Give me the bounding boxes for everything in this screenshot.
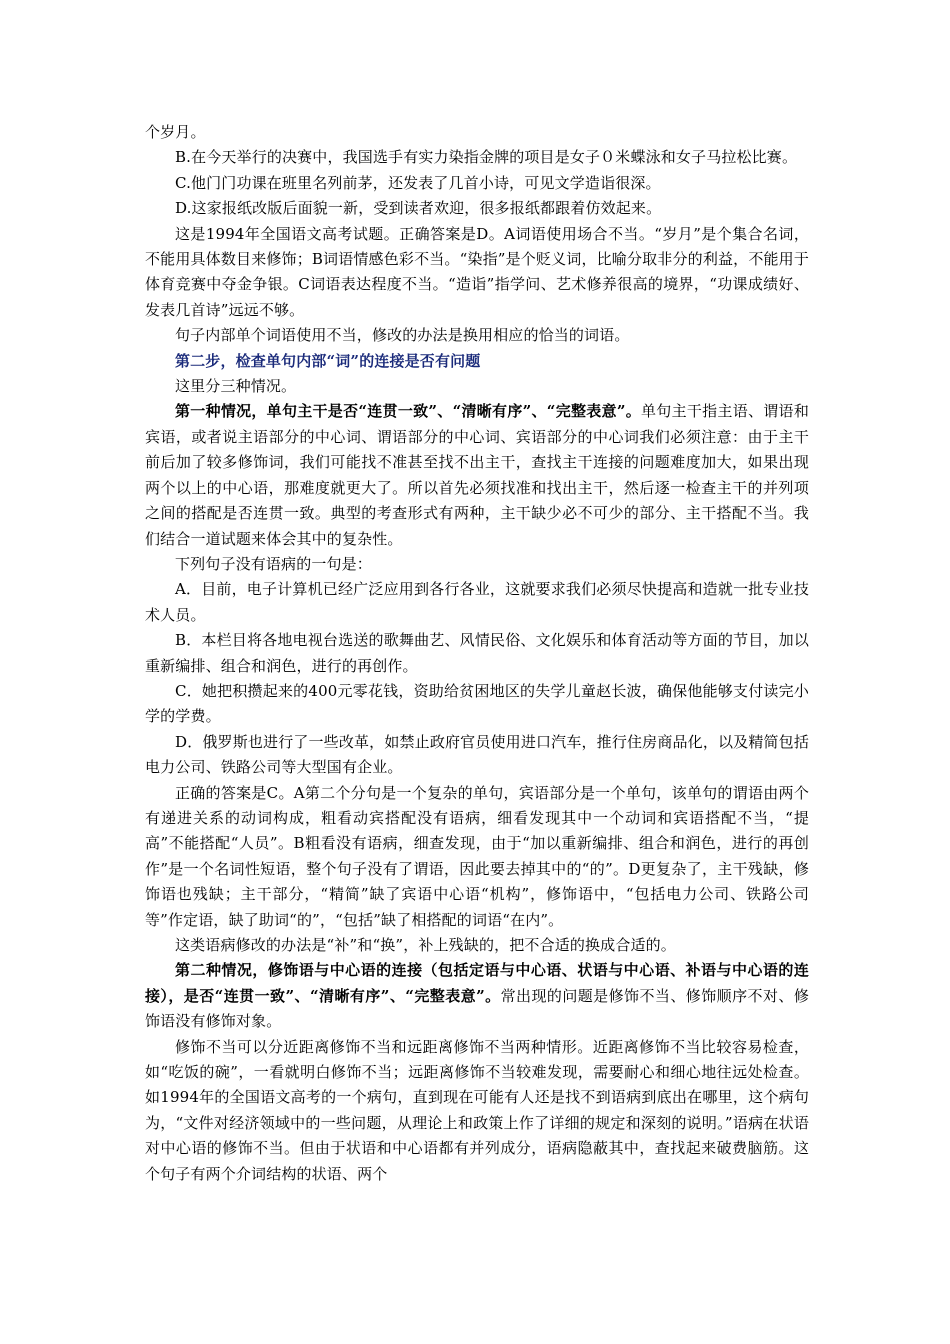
paragraph-body: 单句主干指主语、谓语和宾语，或者说主语部分的中心词、谓语部分的中心词、宾语部分的中心词我们必须注意：由于主干前后加了较多修饰词，我们可能找不准甚至找不出主干，查找主干连接的问题难度加大，如果出现两个以上的中心语，那难度就更大了。所以首先必须找准和找出主干，然后逐一检查主干的并列项之间的搭配是否连贯一致。典型的考查形式有两种，主干缺少必不可少的部分、主干搭配不当。我们结合一道试题来体会其中的复杂性。	[145, 402, 809, 548]
section-heading: 第二步，检查单句内部“词”的连接是否有问题	[175, 351, 481, 370]
option-d: D.这家报纸改版后面貌一新，受到读者欢迎，很多报纸都跟着仿效起来。	[175, 199, 662, 218]
question-prompt: 下列句子没有语病的一句是：	[175, 554, 372, 573]
paragraph-body: 常出现的问题是修饰不当、修饰顺序不对、修饰语没有修饰对象。	[145, 986, 809, 1031]
paragraph-case-one	[145, 399, 809, 551]
option-b: B.在今天举行的决赛中，我国选手有实力染指金牌的项目是女子０米蝶泳和女子马拉松比赛。	[175, 148, 798, 167]
paragraph-case-two	[145, 958, 809, 1034]
bold-lead: 第一种情况，单句主干是否“连贯一致”、“清晰有序”、“完整表意”。	[175, 402, 642, 421]
paragraph: 这类语病修改的办法是“补”和“换”，补上残缺的，把不合适的换成合适的。	[175, 936, 676, 954]
answer-explanation: 正确的答案是C。A第二个分句是一个复杂的单句，宾语部分是一个单句，该单句的谓语由两个有递进关系的动词构成，粗看动宾搭配没有语病，细看发现其中一个动词和宾语搭配不当，“提高”不能搭配“人员”。B粗看没有语病，细查发现，由于“加以重新编排、组合和润色，进行的再创作”是一个名词性短语，整个句子没有了谓语，因此要去掉其中的“的”。D更复杂了，主干残缺，修饰语也残缺；主干部分，“精简”缺了宾语中心语“机构”，修饰语中，“包括电力公司、铁路公司等”作定语，缺了助词“的”，“包括”缺了相搭配的词语“在内”。	[145, 783, 809, 929]
option-c: C.他门门功课在班里名列前茅，还发表了几首小诗，可见文学造诣很深。	[175, 173, 661, 192]
paragraph: 句子内部单个词语使用不当，修改的办法是换用相应的恰当的词语。	[175, 326, 630, 345]
option-a: A．目前，电子计算机已经广泛应用到各行各业，这就要求我们必须尽快提高和造就一批专业技术人员。	[145, 580, 809, 624]
paragraph: 个岁月。	[145, 123, 206, 141]
document-page	[145, 120, 809, 1187]
option-b: B．本栏目将各地电视台选送的歌舞曲艺、风情民俗、文化娱乐和体育活动等方面的节目，加以重新编排、组合和润色，进行的再创作。	[145, 631, 809, 675]
bold-lead: 第二种情况，修饰语与中心语的连接（包括定语与中心语、状语与中心语、补语与中心语的连接），是否“连贯一致”、“清晰有序”、“完整表意”。	[145, 961, 809, 1005]
paragraph: 这里分三种情况。	[175, 377, 297, 396]
paragraph: 修饰不当可以分近距离修饰不当和远距离修饰不当两种情形。近距离修饰不当比较容易检查，如“吃饭的碗”，一看就明白修饰不当；远距离修饰不当较难发现，需要耐心和细心地往远处检查。如1994年的全国语文高考的一个病句，直到现在可能有人还是找不到语病到底出在哪里，这个病句为，“文件对经济领域中的一些问题，从理论上和政策上作了详细的规定和深刻的说明。”语病在状语对中心语的修饰不当。但由于状语和中心语都有并列成分，语病隐蔽其中，查找起来破费脑筋。这个句子有两个介词结构的状语、两个	[145, 1037, 809, 1183]
option-c: C．她把积攒起来的400元零花钱，资助给贫困地区的失学儿童赵长波，确保他能够支付读完小学的学费。	[145, 681, 809, 726]
option-d: D．俄罗斯也进行了一些改革，如禁止政府官员使用进口汽车，推行住房商品化，以及精简包括电力公司、铁路公司等大型国有企业。	[145, 732, 809, 777]
answer-explanation: 这是1994年全国语文高考试题。正确答案是D。A词语使用场合不当。“岁月”是个集合名词，不能用具体数目来修饰；B词语情感色彩不当。“染指”是个贬义词，比喻分取非分的利益，不能用于体育竞赛中夺金争银。C词语表达程度不当。“造诣”指学问、艺术修养很高的境界，“功课成绩好、发表几首诗”远远不够。	[145, 224, 809, 319]
